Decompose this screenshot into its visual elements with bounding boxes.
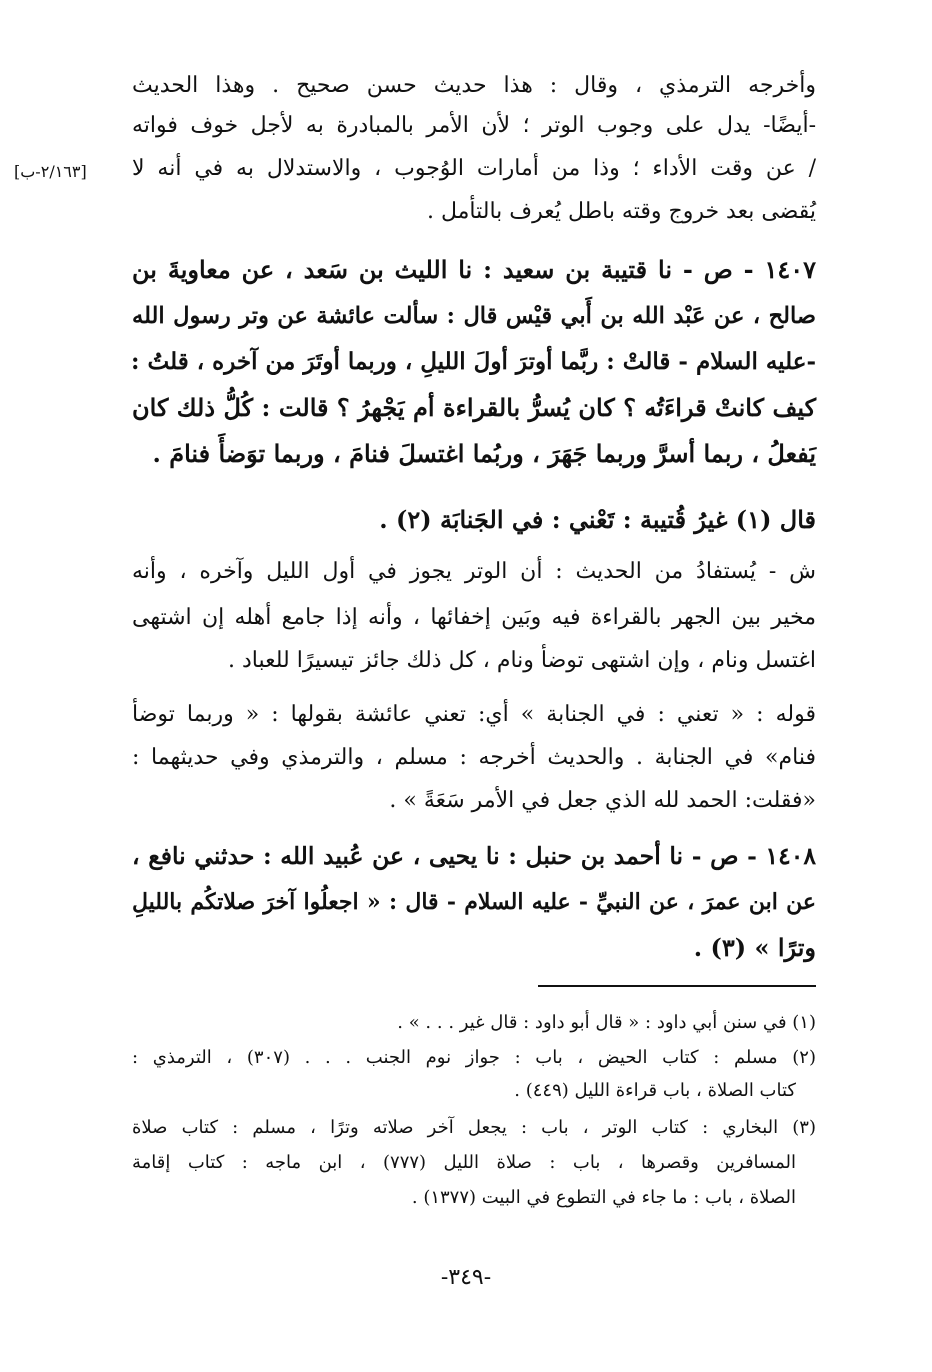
footnote-line: الصلاة ، باب : ما جاء في التطوع في البيت (١٣٧٧) . xyxy=(411,1187,796,1208)
hadith-line: كيف كانتْ قراءَتُه ؟ كان يُسرُّ بالقراءة أم يَجْهرُ ؟ قالت : كُلُّ ذلك كان xyxy=(132,393,816,422)
body-line: يُقضى بعد خروج وقته باطل يُعرف بالتأمل . xyxy=(426,199,816,224)
commentary-line: اغتسل ونام ، وإن اشتهى توضأ ونام ، كل ذلك جائز تيسيرًا للعباد . xyxy=(228,648,816,673)
footnote-line: (١) في سنن أبي داود : « قال أبو داود : قال غير . . . » . xyxy=(397,1012,816,1033)
footnote-line: (٢) مسلم : كتاب الحيض ، باب : جواز نوم الجنب . . . (٣٠٧) ، الترمذي : xyxy=(132,1047,816,1068)
footnote-line: المسافرين وقصرها ، باب : صلاة الليل (٧٧٧) ، ابن ماجه : كتاب إقامة xyxy=(132,1152,796,1173)
hadith-line: وترًا » (٣) . xyxy=(693,933,816,962)
commentary-line: «فقلت: الحمد لله الذي جعل في الأمر سَعَةً » . xyxy=(389,788,816,813)
commentary-line: مخير بين الجهر بالقراءة فيه وبَين إخفائها ، وأنه إذا جامع أهله إن اشتهى xyxy=(132,605,816,630)
body-line: وأخرجه الترمذي ، وقال : هذا حديث حسن صحيح . وهذا الحديث xyxy=(132,73,816,98)
footnote-separator xyxy=(538,985,816,987)
commentary-line: فنام» في الجنابة . والحديث أخرجه : مسلم ، والترمذي وفي حديثهما : xyxy=(132,745,816,770)
hadith-line: يَفعلُ ، ربما أسرَّ وربما جَهَرَ ، وربُما اغتسلَ فنامَ ، وربما توَضأَ فنامَ . xyxy=(152,439,816,468)
hadith-line: -عليه السلام - قالتْ : ربَّما أوترَ أولَ الليلِ ، وربما أوتَرَ من آخره ، قلتُ : xyxy=(131,348,816,375)
body-line: / عن وقت الأداء ؛ وذا من أمارات الوُجوب ، والاستدلال به في أنه لا xyxy=(132,156,816,181)
hadith-line: صالح ، عن عَبْد الله بن أَبي قيْس قال : سألت عائشة عن وتر رسول الله xyxy=(132,303,816,329)
commentary-line: ش - يُستفادُ من الحديث : أن الوتر يجوز في أول الليل وآخره ، وأنه xyxy=(132,559,816,584)
page-number: -٣٤٩- xyxy=(440,1265,492,1290)
manuscript-folio-note: [٢/١٦٣-ب] xyxy=(14,162,87,181)
footnote-line: كتاب الصلاة ، باب قراءة الليل (٤٤٩) . xyxy=(514,1080,796,1101)
hadith-line: ١٤٠٧ - ص - نا قتيبة بن سعيد : نا الليث بن سَعد ، عن معاويةَ بن xyxy=(132,255,816,284)
footnote-line: (٣) البخاري : كتاب الوتر ، باب : يجعل آخر صلاته وترًا ، مسلم : كتاب صلاة xyxy=(132,1117,816,1138)
hadith-line: عن ابن عمرَ ، عن النبيِّ - عليه السلام - قال : « اجعلُوا آخرَ صلاتكُم بالليلِ xyxy=(132,889,816,915)
hadith-line: ١٤٠٨ - ص - نا أحمد بن حنبل : نا يحيى ، عن عُبيد الله : حدثني نافع ، xyxy=(132,842,816,870)
body-line: -أيضًا- يدل على وجوب الوتر ؛ لأن الأمر بالمبادرة به لأجل خوف فواته xyxy=(132,113,816,138)
commentary-line: قوله : « تعني : في الجنابة » أي: تعني عائشة بقولها : « وربما توضأ xyxy=(132,702,816,727)
qala-line: قال (١) غيرُ قُتيبة : تَعْني : في الجَنابَة (٢) . xyxy=(379,505,816,534)
